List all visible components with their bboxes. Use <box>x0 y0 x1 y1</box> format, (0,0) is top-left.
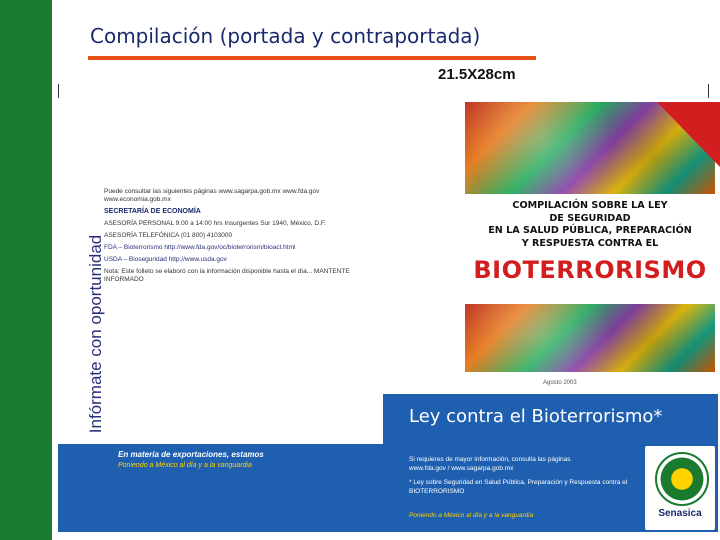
back-note: Nota: Este folleto se elaboró con la información disponible hasta el día... MANTENTE INFORMADO <box>104 268 350 283</box>
front-footer-band <box>383 394 718 532</box>
back-heading: SECRETARÍA DE ECONOMÍA <box>104 208 201 215</box>
info-line: www.fda.gov / www.sagarpa.gob.mx <box>409 464 514 472</box>
back-footer-band <box>58 444 383 532</box>
front-title-line: DE SEGURIDAD <box>549 212 631 224</box>
back-link-text: FDA – Bioterrorismo http://www.fda.gov/oc/bioterrorism/bioact.html <box>104 244 296 251</box>
front-title-line: EN LA SALUD PÚBLICA, PREPARACIÓN <box>488 225 692 236</box>
front-slogan: Poniendo a México al día y a la vanguardia <box>409 512 534 519</box>
senasica-emblem-icon <box>655 452 709 506</box>
title-underline <box>88 56 536 60</box>
senasica-logo-text: Senasica <box>658 508 702 519</box>
produce-photo <box>465 304 715 372</box>
front-title-line: COMPILACIÓN SOBRE LA LEY <box>512 200 668 211</box>
front-title <box>465 200 715 250</box>
ley-heading: Ley contra el Bioterrorismo* <box>409 406 663 427</box>
bioterrorismo-heading: BIOTERRORISMO <box>473 256 707 284</box>
crop-mark <box>708 84 709 98</box>
front-cover <box>383 98 718 532</box>
back-cover-body <box>104 188 374 288</box>
back-cover <box>58 98 383 532</box>
size-label: 21.5X28cm <box>438 66 516 83</box>
info-block <box>409 456 639 496</box>
back-footer-line: En materia de exportaciones, estamos <box>118 450 264 459</box>
crop-mark <box>58 84 59 98</box>
front-title-line: Y RESPUESTA CONTRA EL <box>521 237 659 249</box>
green-side-bar <box>0 0 52 540</box>
back-text-block: ASESORÍA TELEFÓNICA (01 800) 4103000 <box>104 232 233 239</box>
vertical-caption-text: Infórmate con oportunidad <box>86 234 105 434</box>
back-text-block: Puede consultar las siguientes páginas www.sagarpa.gob.mx www.fda.gov www.economia.gob.mx <box>104 188 320 203</box>
senasica-logo <box>645 446 715 530</box>
info-line: * Ley sobre Seguridad en Salud Pública, Preparación y Respuesta contra el BIOTERRORISMO <box>409 479 628 495</box>
back-text-block: ASESORÍA PERSONAL 9:00 a 14:00 hrs Insurgentes Sur 1940, México, D.F. <box>104 220 326 227</box>
publication-date: Agosto 2003 <box>543 380 577 386</box>
back-footer-slogan: Poniendo a México al día y a la vanguardia <box>118 462 252 469</box>
back-link-text: USDA – Bioseguridad http://www.usda.gov <box>104 256 227 263</box>
info-line: Si requieres de mayor información, consulta las páginas <box>409 456 571 463</box>
slide-title: Compilación (portada y contraportada) <box>90 24 481 48</box>
